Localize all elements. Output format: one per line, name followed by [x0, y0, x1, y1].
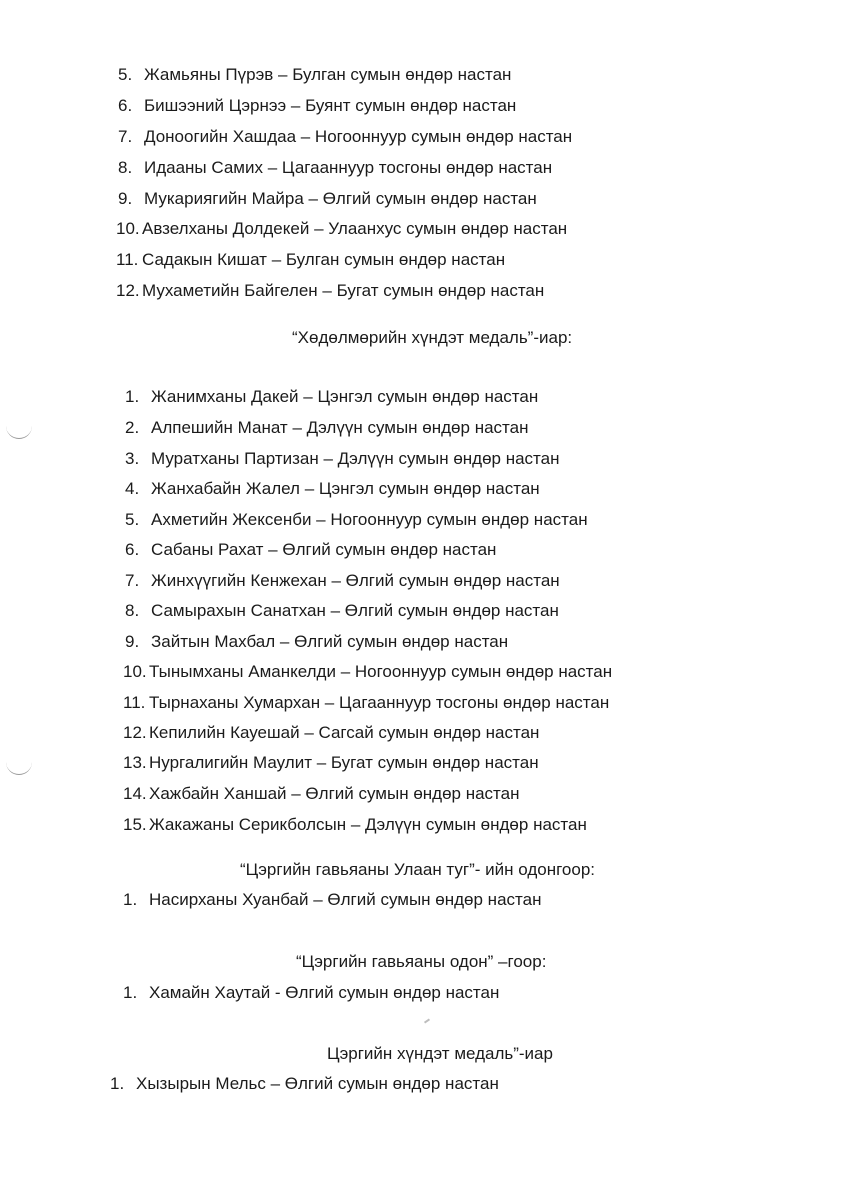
list-item: 1. Жанимханы Дакей – Цэнгэл сумын өндөр настан [125, 387, 539, 406]
list-item: 9. Мукариягийн Майра – Өлгий сумын өндөр настан [118, 189, 537, 208]
list-item: 13. Нургалигийн Маулит – Бугат сумын өндөр настан [123, 753, 539, 772]
list-item: 11. Тырнаханы Хумархан – Цагааннуур тосгоны өндөр настан [123, 693, 610, 712]
list-item: 14. Хажбайн Ханшай – Өлгий сумын өндөр настан [123, 784, 520, 803]
punch-hole-mark [6, 424, 32, 439]
section-heading: “Хөдөлмөрийн хүндэт медаль”-иар: [292, 328, 573, 347]
section-heading: Цэргийн хүндэт медаль”-иар [327, 1044, 553, 1063]
scan-speck [424, 1018, 430, 1023]
list-item: 5. Жамьяны Пүрэв – Булган сумын өндөр настан [118, 65, 512, 84]
list-item: 1. Хызырын Мельс – Өлгий сумын өндөр настан [110, 1074, 499, 1093]
section-heading: “Цэргийн гавьяаны одон” –гоор: [296, 952, 547, 971]
list-item: 10. Тынымханы Аманкелди – Ногооннуур сумын өндөр настан [123, 662, 613, 681]
list-item: 8. Идааны Самих – Цагааннуур тосгоны өндөр настан [118, 158, 553, 177]
list-item: 12. Мухаметийн Байгелен – Бугат сумын өндөр настан [116, 281, 545, 300]
punch-hole-mark [6, 760, 32, 775]
list-item: 1. Хамайн Хаутай - Өлгий сумын өндөр настан [123, 983, 500, 1002]
list-item: 12. Кепилийн Кауешай – Сагсай сумын өндөр настан [123, 723, 540, 742]
list-item: 15. Жакажаны Серикболсын – Дэлүүн сумын өндөр настан [123, 815, 587, 834]
list-item: 9. Зайтын Махбал – Өлгий сумын өндөр настан [125, 632, 509, 651]
list-item: 4. Жанхабайн Жалел – Цэнгэл сумын өндөр настан [125, 479, 540, 498]
section-heading: “Цэргийн гавьяаны Улаан туг”- ийн одонгоор: [240, 860, 596, 879]
list-item: 5. Ахметийн Жексенби – Ногооннуур сумын өндөр настан [125, 510, 588, 529]
list-item: 10. Авзелханы Долдекей – Улаанхус сумын өндөр настан [116, 219, 568, 238]
list-item: 6. Сабаны Рахат – Өлгий сумын өндөр настан [125, 540, 497, 559]
list-item: 7. Жинхүүгийн Кенжехан – Өлгий сумын өндөр настан [125, 571, 560, 590]
list-item: 2. Алпешийн Манат – Дэлүүн сумын өндөр настан [125, 418, 529, 437]
list-item: 11. Садакын Кишат – Булган сумын өндөр настан [116, 250, 506, 269]
list-item: 6. Бишээний Цэрнээ – Буянт сумын өндөр настан [118, 96, 517, 115]
list-item: 3. Муратханы Партизан – Дэлүүн сумын өндөр настан [125, 449, 560, 468]
list-item: 8. Самырахын Санатхан – Өлгий сумын өндөр настан [125, 601, 559, 620]
list-item: 7. Доноогийн Хашдаа – Ногооннуур сумын өндөр настан [118, 127, 573, 146]
list-item: 1. Насирханы Хуанбай – Өлгий сумын өндөр настан [123, 890, 542, 909]
